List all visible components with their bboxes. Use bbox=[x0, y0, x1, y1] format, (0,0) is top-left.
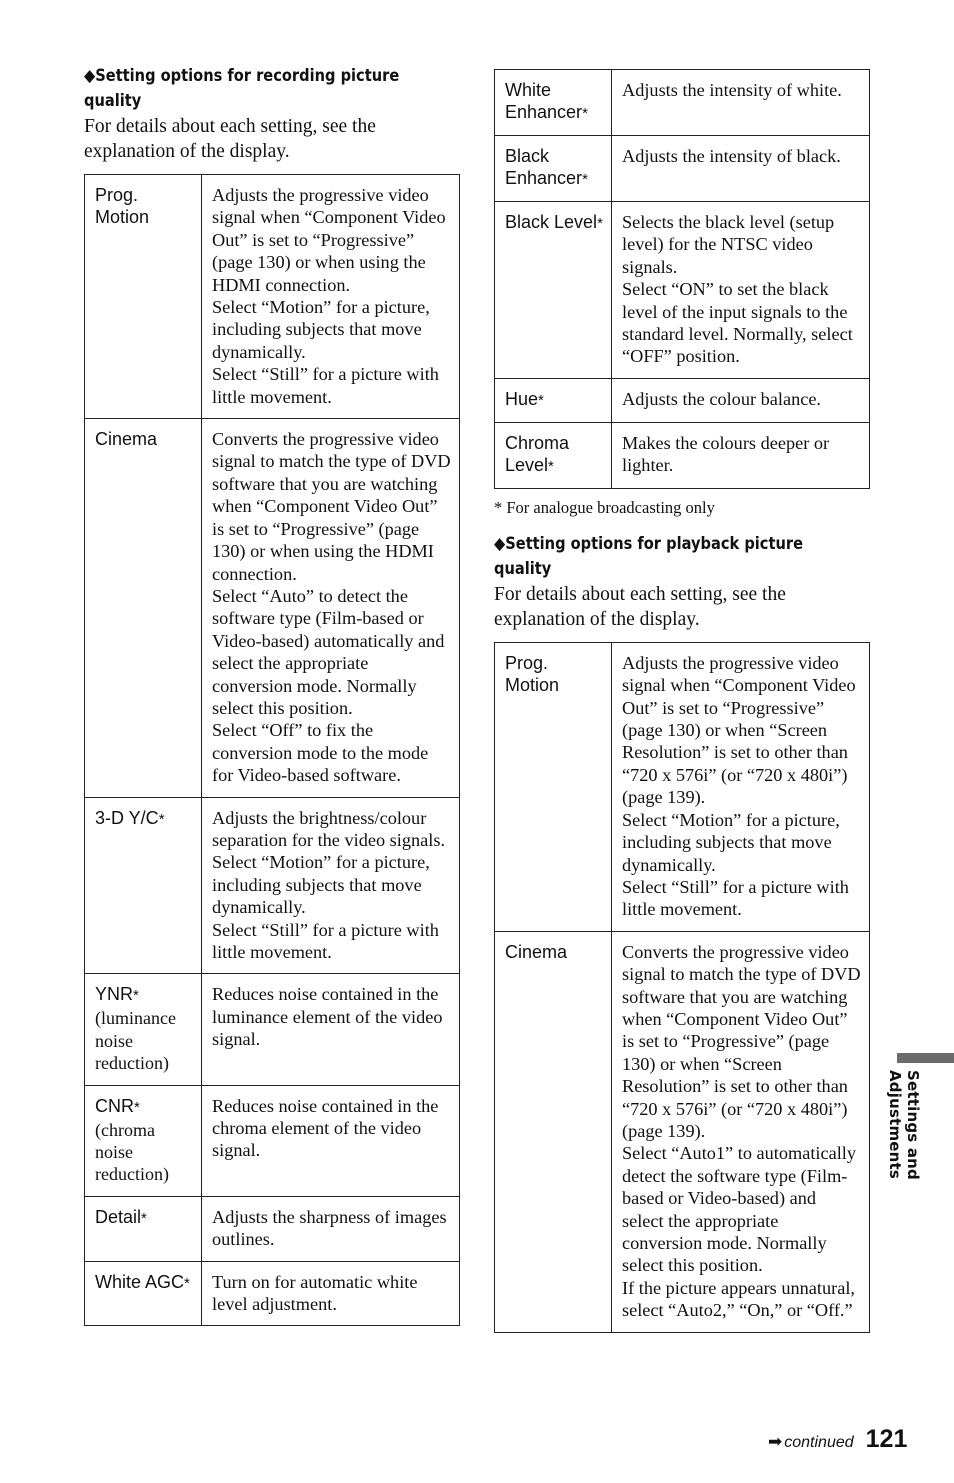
option-name-cell bbox=[495, 70, 612, 136]
option-row bbox=[495, 378, 870, 422]
option-row bbox=[85, 974, 460, 1085]
analogue-asterisk: * bbox=[158, 810, 165, 828]
option-description-line: Select “Auto” to detect the software type (Film-based or Video-based) automatically and select the appropriate conversion mode. Normally select this position. bbox=[212, 585, 445, 718]
option-name-cell bbox=[85, 1085, 202, 1196]
continued-arrow-icon: ➡ bbox=[768, 1432, 783, 1451]
option-name-cell bbox=[495, 931, 612, 1332]
option-row bbox=[85, 797, 460, 974]
analogue-asterisk: * bbox=[538, 391, 544, 409]
option-description-cell bbox=[612, 378, 870, 422]
option-description-line: Turn on for automatic white level adjustment. bbox=[212, 1271, 418, 1315]
option-description-cell bbox=[202, 419, 460, 798]
option-description-line: Adjusts the progressive video signal when “Component Video Out” is set to “Progressive” (page 130) or when using the HDMI connection. bbox=[212, 185, 446, 295]
option-name-cell bbox=[495, 422, 612, 488]
option-row bbox=[495, 136, 870, 202]
option-description-line: Makes the colours deeper or lighter. bbox=[622, 432, 830, 476]
page-footer bbox=[768, 1425, 907, 1459]
page-number: 121 bbox=[865, 1425, 908, 1453]
analogue-asterisk: * bbox=[141, 1209, 147, 1227]
option-description-line: Adjusts the intensity of black. bbox=[622, 146, 841, 166]
recording-options-table-continued bbox=[494, 69, 870, 489]
recording-quality-intro: For details about each setting, see the explanation of the display. bbox=[84, 116, 376, 162]
option-description-line: Adjusts the sharpness of images outlines. bbox=[212, 1206, 447, 1250]
option-row bbox=[495, 70, 870, 136]
option-description-cell bbox=[612, 136, 870, 202]
option-description-cell bbox=[202, 1261, 460, 1326]
recording-quality-heading: ◆Setting options for recording picture quality bbox=[84, 66, 400, 111]
option-description-line: Select “Still” for a picture with little movement. bbox=[212, 364, 439, 407]
option-name: Black Enhancer bbox=[505, 146, 583, 188]
recording-options-table bbox=[84, 174, 460, 1326]
option-name: Black Level bbox=[505, 212, 598, 232]
option-row bbox=[85, 419, 460, 798]
option-name: White AGC bbox=[95, 1271, 185, 1292]
option-row bbox=[495, 202, 870, 379]
option-description-line: Select “Motion” for a picture, including subjects that move dynamically. bbox=[622, 809, 840, 875]
option-description-cell bbox=[612, 70, 870, 136]
option-subtitle: (luminance noise reduction) bbox=[95, 1008, 176, 1074]
option-name: Hue bbox=[505, 388, 539, 409]
option-name: Chroma Level bbox=[505, 432, 570, 475]
option-description-line: Selects the black level (setup level) for the NTSC video signals. bbox=[622, 212, 835, 277]
analogue-asterisk: * bbox=[134, 1098, 140, 1116]
option-row bbox=[495, 931, 870, 1332]
option-description-cell bbox=[202, 1196, 460, 1261]
right-column bbox=[494, 69, 870, 1333]
option-subtitle: (chroma noise reduction) bbox=[95, 1119, 169, 1185]
option-name-cell bbox=[495, 378, 612, 422]
option-description-line: Select “Off” to fix the conversion mode to the mode for Video-based software. bbox=[212, 720, 429, 786]
option-name-cell bbox=[85, 1196, 202, 1261]
option-description-cell bbox=[612, 642, 870, 931]
option-row bbox=[495, 642, 870, 931]
analogue-footnote: * For analogue broadcasting only bbox=[494, 497, 715, 517]
option-description-line: Converts the progressive video signal to match the type of DVD software that you are watching when “Component Video Out” is set to “Progressive” (page 130) or when “Screen Resolution” is set to other than “720 x 576i” (or “720 x 480i”) (page 139). bbox=[622, 941, 861, 1141]
option-description-line: Select “Still” for a picture with little movement. bbox=[212, 919, 439, 962]
option-description-line: Select “ON” to set the black level of the input signals to the standard level. Normally, select “OFF” position. bbox=[622, 279, 853, 367]
option-description-cell bbox=[202, 797, 460, 974]
option-name: Detail bbox=[95, 1206, 142, 1227]
option-name: Cinema bbox=[95, 429, 158, 450]
option-row bbox=[85, 175, 460, 419]
option-name: CNR bbox=[95, 1095, 134, 1116]
option-description-line: Converts the progressive video signal to match the type of DVD software that you are watching when “Component Video Out” is set to “Progressive” (page 130) or when using the HDMI connection. bbox=[212, 429, 451, 584]
option-description-line: Select “Motion” for a picture, including subjects that move dynamically. bbox=[212, 297, 430, 362]
option-description-line: Adjusts the progressive video signal when “Component Video Out” is set to “Progressive” (page 130) or when “Screen Resolution” is set to other than “720 x 576i” (or “720 x 480i”) (page 139). bbox=[622, 652, 856, 808]
option-row bbox=[85, 1196, 460, 1261]
section-tab-marker bbox=[897, 1053, 954, 1063]
option-name-cell bbox=[495, 136, 612, 202]
option-name-cell bbox=[495, 642, 612, 931]
option-description-line: Adjusts the brightness/colour separation for the video signals. bbox=[212, 807, 446, 850]
playback-quality-intro: For details about each setting, see the explanation of the display. bbox=[494, 583, 786, 630]
option-name-cell bbox=[85, 419, 202, 798]
option-description-cell bbox=[202, 1085, 460, 1196]
option-name: Prog. Motion bbox=[95, 185, 150, 227]
option-description-line: Select “Still” for a picture with little movement. bbox=[622, 876, 849, 920]
analogue-asterisk: * bbox=[133, 987, 139, 1005]
playback-quality-heading: ◆Setting options for playback picture quality bbox=[494, 533, 804, 579]
option-description-line: Reduces noise contained in the chroma element of the video signal. bbox=[212, 1095, 439, 1161]
option-name: Cinema bbox=[505, 941, 568, 962]
analogue-asterisk: * bbox=[184, 1274, 190, 1292]
option-name-cell bbox=[85, 1261, 202, 1326]
analogue-asterisk: * bbox=[582, 105, 588, 122]
option-name: YNR bbox=[95, 984, 134, 1005]
option-description-cell bbox=[612, 202, 870, 379]
option-row bbox=[495, 422, 870, 488]
left-column bbox=[84, 64, 460, 1326]
analogue-asterisk: * bbox=[548, 457, 554, 475]
option-description-cell bbox=[202, 974, 460, 1085]
option-description-cell bbox=[202, 175, 460, 419]
option-description-cell bbox=[612, 422, 870, 488]
option-row bbox=[85, 1085, 460, 1196]
option-name-cell bbox=[495, 202, 612, 379]
option-name-cell bbox=[85, 797, 202, 974]
option-name: Prog. Motion bbox=[505, 652, 560, 695]
option-description-cell bbox=[612, 931, 870, 1332]
option-name-cell bbox=[85, 175, 202, 419]
section-side-label: Settings and Adjustments bbox=[886, 1070, 922, 1180]
option-row bbox=[85, 1261, 460, 1326]
option-name: 3-D Y/C bbox=[95, 807, 159, 828]
option-description-line: If the picture appears unnatural, select “Auto2,” “On,” or “Off.” bbox=[622, 1277, 855, 1321]
option-description-line: Reduces noise contained in the luminance element of the video signal. bbox=[212, 984, 443, 1050]
option-description-line: Adjusts the intensity of white. bbox=[622, 80, 842, 100]
continued-label: continued bbox=[784, 1434, 854, 1451]
option-description-line: Select “Auto1” to automatically detect the software type (Film-based or Video-based) and select the appropriate conversion mode. Normally select this position. bbox=[622, 1143, 857, 1276]
option-description-line: Select “Motion” for a picture, including subjects that move dynamically. bbox=[212, 852, 430, 918]
option-name: White Enhancer bbox=[505, 80, 583, 122]
option-name-cell bbox=[85, 974, 202, 1085]
option-description-line: Adjusts the colour balance. bbox=[622, 388, 822, 409]
analogue-asterisk: * bbox=[582, 171, 588, 188]
analogue-asterisk: * bbox=[597, 215, 603, 232]
playback-options-table bbox=[494, 642, 870, 1333]
